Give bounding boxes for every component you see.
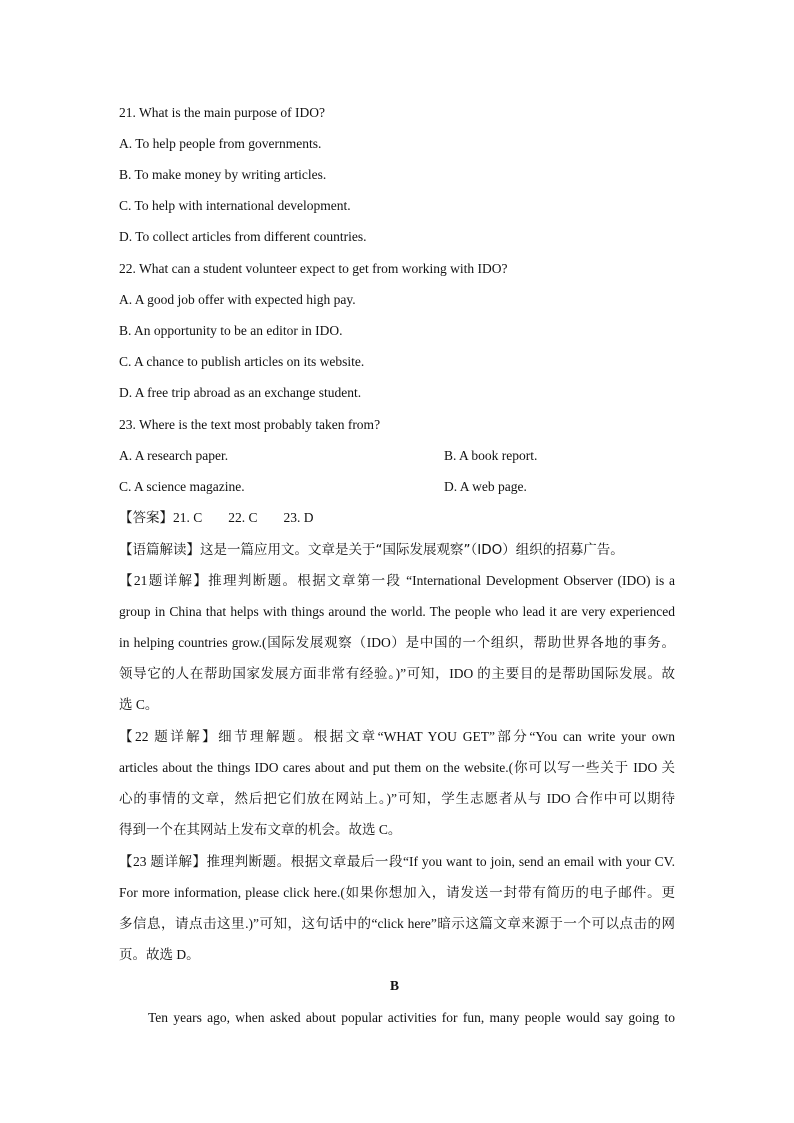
explanation-23-line-4: 页。故选 D。 — [119, 947, 200, 962]
explanation-22-line-4: 得到一个在其网站上发布文章的机会。故选 C。 — [119, 822, 402, 837]
question-23-stem: 23. Where is the text most probably taken from? — [119, 417, 381, 432]
explanation-21-line-3: in helping countries grow.(国际发展观察（IDO）是中国的一个组织，帮助世界各地的事务。 — [119, 635, 675, 650]
explanation-22-line-1: 【22 题详解】细节理解题。根据文章“WHAT YOU GET”部分“You can write your own — [119, 729, 675, 744]
explanation-22-line-2: articles about the things IDO cares about and put them on the website.(你可以写一些关于 IDO 关 — [119, 760, 675, 775]
question-22-option-b: B. An opportunity to be an editor in IDO. — [119, 323, 343, 338]
question-21-option-c: C. To help with international development. — [119, 198, 351, 213]
explanation-22-line-3: 心的事情的文章，然后把它们放在网站上。)”可知，学生志愿者从与 IDO 合作中可以期待 — [119, 791, 675, 806]
explanation-21-line-5: 选 C。 — [119, 697, 159, 712]
answer-label: 【答案】 — [119, 510, 173, 526]
question-23-option-c: C. A science magazine. — [119, 479, 245, 494]
question-23-option-d: D. A web page. — [444, 479, 527, 494]
question-22-option-a: A. A good job offer with expected high pay. — [119, 292, 356, 307]
question-23-option-b: B. A book report. — [444, 448, 538, 463]
answer-23: 23. D — [283, 510, 314, 525]
answer-22: 22. C — [228, 510, 258, 525]
reading-text: 这是一篇应用文。文章是关于“国际发展观察”（IDO）组织的招募广告。 — [200, 542, 624, 558]
question-22-option-c: C. A chance to publish articles on its website. — [119, 354, 365, 369]
section-title: B — [390, 978, 400, 993]
question-22-stem: 22. What can a student volunteer expect to get from working with IDO? — [119, 261, 508, 276]
answer-21: 21. C — [173, 510, 203, 525]
reading-label: 【语篇解读】 — [119, 542, 200, 558]
question-21-option-d: D. To collect articles from different countries. — [119, 229, 367, 244]
explanation-23-line-1: 【23 题详解】推理判断题。根据文章最后一段“If you want to join, send an email with your CV. — [119, 854, 675, 869]
section-first-line: Ten years ago, when asked about popular activities for fun, many people would say going to — [148, 1010, 675, 1025]
question-21-stem: 21. What is the main purpose of IDO? — [119, 105, 325, 120]
question-21-option-a: A. To help people from governments. — [119, 136, 322, 151]
reading-summary — [119, 541, 624, 559]
answer-line — [119, 509, 314, 527]
question-21-option-b: B. To make money by writing articles. — [119, 167, 327, 182]
explanation-21-line-4: 领导它的人在帮助国家发展方面非常有经验。)”可知，IDO 的主要目的是帮助国际发展。故 — [119, 666, 675, 681]
explanation-21-line-1: 【21题详解】推理判断题。根据文章第一段 “International Development Observer (IDO) is a — [119, 573, 675, 588]
explanation-23-line-3: 多信息，请点击这里.)”可知，这句话中的“click here”暗示这篇文章来源于一个可以点击的网 — [119, 916, 675, 931]
explanation-21-line-2: group in China that helps with things around the world. The people who lead it are very experienced — [119, 604, 675, 619]
explanation-23-line-2: For more information, please click here.(如果你想加入，请发送一封带有简历的电子邮件。更 — [119, 885, 675, 900]
question-23-option-a: A. A research paper. — [119, 448, 229, 463]
question-22-option-d: D. A free trip abroad as an exchange student. — [119, 385, 362, 400]
